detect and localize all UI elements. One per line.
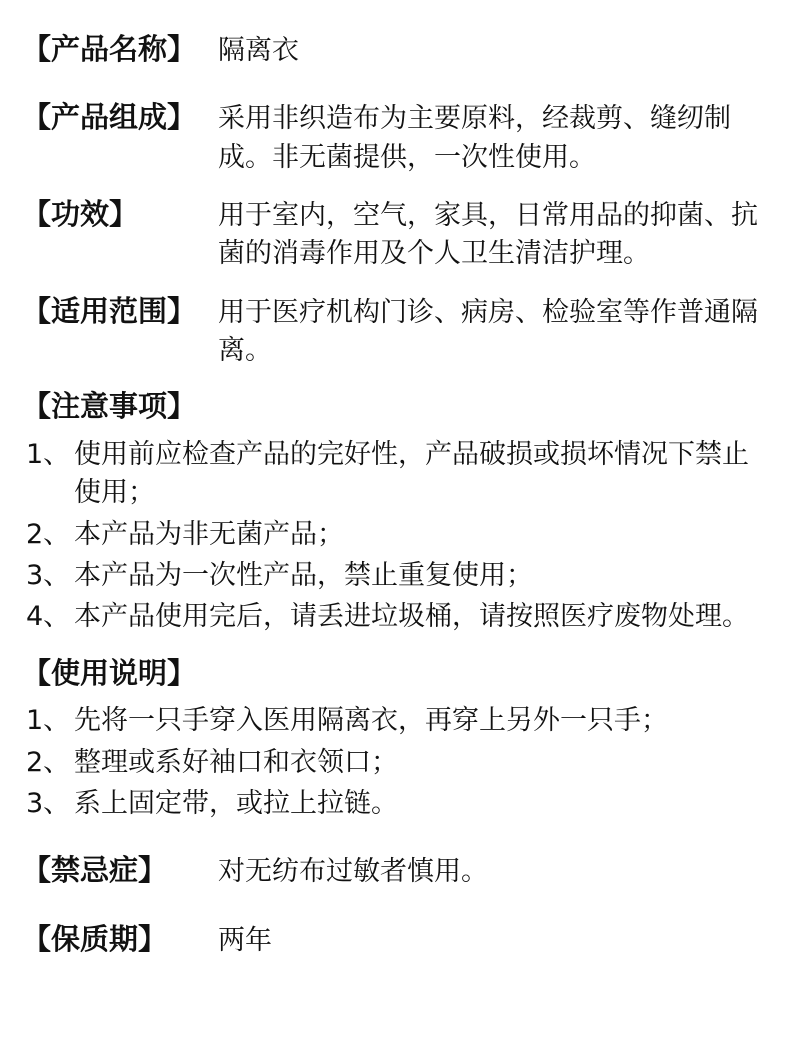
list-item-number: 3、 (26, 559, 71, 591)
spacer (22, 910, 768, 920)
field-value: 隔离衣 (218, 35, 299, 66)
field-efficacy (22, 195, 768, 274)
list-item-number: 2、 (26, 518, 71, 550)
notice-heading: 【注意事项】 (22, 389, 197, 424)
list-item (22, 744, 768, 782)
list-item-number: 4、 (26, 601, 71, 633)
list-item-text: 本产品为非无菌产品； (74, 518, 344, 550)
field-label: 【保质期】 (22, 921, 168, 956)
field-value: 用于室内，空气，家具，日常用品的抑菌、抗菌的消毒作用及个人卫生清洁护理。 (218, 199, 758, 270)
list-item (22, 702, 768, 740)
spacer (22, 88, 768, 98)
list-item-text: 本产品使用完后，请丢进垃圾桶，请按照医疗废物处理。 (74, 601, 749, 633)
list-item-number: 3、 (26, 787, 71, 819)
field-value: 采用非织造布为主要原料，经裁剪、缝纫制成。非无菌提供，一次性使用。 (218, 103, 731, 173)
list-item-text: 使用前应检查产品的完好性，产品破损或损坏情况下禁止使用； (74, 438, 749, 509)
field-scope-of-application (22, 292, 768, 371)
list-item-number: 1、 (26, 438, 71, 470)
field-value: 对无纺布过敏者慎用。 (218, 856, 488, 888)
field-contraindications (22, 851, 768, 891)
list-item-text: 整理或系好袖口和衣领口； (74, 746, 398, 778)
field-value: 用于医疗机构门诊、病房、检验室等作普通隔离。 (218, 296, 758, 366)
field-label: 【禁忌症】 (22, 853, 168, 888)
list-item (22, 557, 768, 595)
field-product-name (22, 30, 768, 70)
list-item-number: 1、 (26, 705, 71, 737)
field-shelf-life (22, 920, 768, 960)
field-label: 【产品组成】 (22, 100, 197, 135)
instructions-heading: 【使用说明】 (22, 655, 197, 690)
list-item-text: 系上固定带，或拉上拉链。 (74, 787, 398, 819)
list-item (22, 436, 768, 513)
list-item-text: 先将一只手穿入医用隔离衣，再穿上另外一只手； (74, 705, 668, 737)
field-label: 【产品名称】 (22, 32, 197, 66)
list-item-text: 本产品为一次性产品，禁止重复使用； (74, 559, 533, 591)
notice-list (22, 436, 768, 637)
field-value: 两年 (218, 924, 272, 956)
field-product-composition (22, 98, 768, 177)
list-item (22, 785, 768, 823)
field-label: 【功效】 (22, 196, 139, 231)
list-item (22, 598, 768, 636)
list-item (22, 516, 768, 554)
instructions-list (22, 702, 768, 823)
list-item-number: 2、 (26, 746, 71, 778)
spacer (22, 829, 768, 851)
field-label: 【适用范围】 (22, 293, 197, 328)
